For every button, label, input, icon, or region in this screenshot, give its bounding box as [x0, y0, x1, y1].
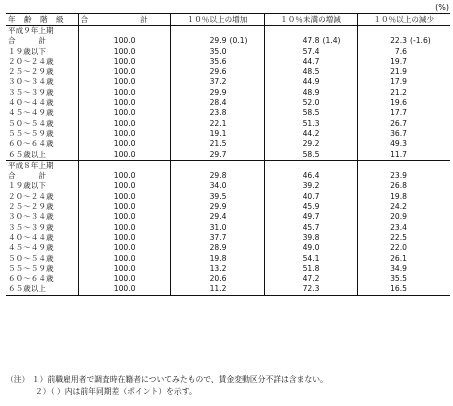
age-group: ２５～２９歳 [6, 202, 78, 212]
empty-cell [78, 26, 170, 37]
percent-value: 29.2 [302, 139, 320, 149]
stable-value [264, 98, 357, 108]
header-total [78, 14, 170, 26]
percent-value: 19.8 [209, 253, 227, 263]
percent-value: 52.0 [302, 98, 320, 108]
table-row [6, 171, 450, 181]
point-difference: (-1.6) [410, 36, 431, 46]
increase-value [170, 129, 264, 139]
percent-value: 11.7 [390, 149, 407, 159]
age-group: １９歳以下 [6, 47, 78, 57]
percent-value: 22.0 [390, 243, 407, 253]
decrease-value [357, 223, 450, 233]
increase-value [170, 181, 264, 191]
total-value: 100.0 [78, 181, 170, 191]
table-row [6, 223, 450, 233]
increase-value [170, 98, 264, 108]
decrease-value [357, 264, 450, 274]
percent-value: 19.8 [390, 191, 407, 201]
table-row [6, 139, 450, 149]
table-row [6, 274, 450, 284]
increase-value [170, 67, 264, 77]
age-group: ３５～３９歳 [6, 223, 78, 233]
percent-value: 20.6 [209, 274, 227, 284]
percent-value: 7.6 [394, 46, 407, 56]
percent-value: 29.9 [209, 36, 227, 46]
empty-cell [264, 160, 357, 171]
percent-value: 19.7 [390, 56, 407, 66]
percent-value: 21.9 [390, 67, 407, 77]
percent-value: 21.2 [390, 87, 407, 97]
table-row [6, 254, 450, 264]
decrease-value [357, 274, 450, 284]
percent-value: 44.7 [302, 56, 320, 66]
table-row [6, 77, 450, 87]
percent-value: 17.7 [390, 108, 407, 118]
footnote-2: ２）（ ）内は前年同期差（ポイント）を示す。 [35, 387, 197, 396]
percent-value: 29.7 [209, 149, 227, 159]
increase-value [170, 264, 264, 274]
increase-value [170, 171, 264, 181]
age-group: ６０～６４歳 [6, 139, 78, 149]
age-group: ４０～４４歳 [6, 98, 78, 108]
percent-value: 44.9 [302, 77, 320, 87]
percent-value: 26.8 [390, 181, 407, 191]
percent-value: 26.1 [390, 253, 407, 263]
total-value: 100.0 [78, 88, 170, 98]
age-group: ３５～３９歳 [6, 88, 78, 98]
total-value: 100.0 [78, 67, 170, 77]
percent-value: 51.8 [302, 263, 320, 273]
total-value: 100.0 [78, 212, 170, 222]
percent-value: 58.5 [302, 149, 320, 159]
percent-value: 45.9 [302, 202, 320, 212]
table-row [6, 36, 450, 46]
decrease-value [357, 47, 450, 57]
age-group: ２５～２９歳 [6, 67, 78, 77]
decrease-value [357, 139, 450, 149]
decrease-value [357, 243, 450, 253]
decrease-value [357, 88, 450, 98]
percent-value: 29.9 [209, 202, 227, 212]
percent-value: 28.4 [209, 98, 227, 108]
increase-value [170, 233, 264, 243]
increase-value [170, 139, 264, 149]
percent-value: 49.7 [302, 212, 320, 222]
increase-value [170, 36, 264, 46]
table-row [6, 119, 450, 129]
table-row [6, 129, 450, 139]
stable-value [264, 150, 357, 161]
increase-value [170, 108, 264, 118]
total-value: 100.0 [78, 192, 170, 202]
table-row [6, 57, 450, 67]
decrease-value [357, 202, 450, 212]
percent-value: 36.7 [390, 128, 407, 138]
percent-value: 39.2 [302, 181, 320, 191]
percent-value: 47.8 [302, 36, 320, 46]
decrease-value [357, 77, 450, 87]
decrease-value [357, 108, 450, 118]
increase-value [170, 150, 264, 161]
percent-value: 47.2 [302, 274, 320, 284]
percent-value: 35.0 [209, 46, 227, 56]
increase-value [170, 284, 264, 295]
stable-value [264, 139, 357, 149]
table-row [6, 98, 450, 108]
percent-value: 23.4 [390, 222, 407, 232]
percent-value: 39.5 [209, 191, 227, 201]
increase-value [170, 223, 264, 233]
increase-value [170, 212, 264, 222]
stable-value [264, 264, 357, 274]
footnote-1: （注） １）前職雇用者で調査時在籍者についてみたもので、賃金変動区分不詳は含まない。 [6, 375, 328, 384]
age-group: ４０～４４歳 [6, 233, 78, 243]
empty-cell [170, 160, 264, 171]
stable-value [264, 181, 357, 191]
stable-value [264, 233, 357, 243]
table-row [6, 88, 450, 98]
percent-value: 48.5 [302, 67, 320, 77]
decrease-value [357, 98, 450, 108]
age-group: 合 計 [6, 171, 78, 181]
stable-value [264, 202, 357, 212]
percent-value: 35.5 [390, 274, 407, 284]
header-increase: １０％以上の増加 [170, 14, 264, 26]
increase-value [170, 192, 264, 202]
total-value: 100.0 [78, 57, 170, 67]
period-row [6, 160, 450, 171]
increase-value [170, 119, 264, 129]
age-group: ６５歳以上 [6, 150, 78, 161]
percent-value: 22.1 [209, 118, 227, 128]
stable-value [264, 57, 357, 67]
age-group: ２０～２４歳 [6, 192, 78, 202]
stable-value [264, 108, 357, 118]
stable-value [264, 88, 357, 98]
decrease-value [357, 233, 450, 243]
empty-cell [357, 26, 450, 37]
percent-value: 16.5 [390, 284, 407, 294]
percent-value: 29.4 [209, 212, 227, 222]
percent-value: 46.4 [302, 171, 320, 181]
stable-value [264, 119, 357, 129]
decrease-value [357, 192, 450, 202]
percent-value: 51.3 [302, 118, 320, 128]
increase-value [170, 254, 264, 264]
age-group: ６０～６４歳 [6, 274, 78, 284]
total-value: 100.0 [78, 284, 170, 295]
percent-value: 20.9 [390, 212, 407, 222]
table-row [6, 202, 450, 212]
percent-value: 13.2 [209, 263, 227, 273]
table-row [6, 150, 450, 161]
table-row [6, 212, 450, 222]
increase-value [170, 274, 264, 284]
percent-value: 22.3 [390, 36, 407, 46]
stable-value [264, 254, 357, 264]
percent-value: 24.2 [390, 202, 407, 212]
total-value: 100.0 [78, 150, 170, 161]
empty-cell [264, 26, 357, 37]
total-value: 100.0 [78, 171, 170, 181]
percent-value: 31.0 [209, 222, 227, 232]
age-group: ２０～２４歳 [6, 57, 78, 67]
total-value: 100.0 [78, 36, 170, 46]
header-row [6, 14, 450, 26]
total-value: 100.0 [78, 274, 170, 284]
age-group: ５０～５４歳 [6, 254, 78, 264]
table-row [6, 264, 450, 274]
stable-value [264, 77, 357, 87]
table-row [6, 284, 450, 295]
stable-value [264, 212, 357, 222]
percent-value: 57.4 [302, 46, 320, 56]
percent-value: 44.2 [302, 128, 320, 138]
stable-value [264, 67, 357, 77]
table-row [6, 108, 450, 118]
percent-value: 11.2 [209, 284, 227, 294]
age-group: １９歳以下 [6, 181, 78, 191]
decrease-value [357, 254, 450, 264]
percent-value: 29.9 [209, 87, 227, 97]
age-group: ４５～４９歳 [6, 108, 78, 118]
percent-value: 17.9 [390, 77, 407, 87]
unit-label: (%) [435, 3, 449, 12]
period-label: 平成８年上期 [6, 160, 78, 171]
period-row [6, 26, 450, 37]
decrease-value [357, 67, 450, 77]
decrease-value [357, 57, 450, 67]
increase-value [170, 77, 264, 87]
empty-cell [357, 160, 450, 171]
total-value: 100.0 [78, 243, 170, 253]
percent-value: 34.0 [209, 181, 227, 191]
point-difference: (0.1) [229, 36, 248, 46]
age-group: ６５歳以上 [6, 284, 78, 295]
age-group: ３０～３４歳 [6, 212, 78, 222]
percent-value: 37.2 [209, 77, 227, 87]
header-total-a: 合 [80, 15, 89, 24]
increase-value [170, 88, 264, 98]
increase-value [170, 202, 264, 212]
percent-value: 29.6 [209, 67, 227, 77]
percent-value: 23.8 [209, 108, 227, 118]
table-row [6, 47, 450, 57]
table-row [6, 67, 450, 77]
percent-value: 26.7 [390, 118, 407, 128]
percent-value: 40.7 [302, 191, 320, 201]
footnotes [6, 374, 328, 398]
percent-value: 49.0 [302, 243, 320, 253]
percent-value: 58.5 [302, 108, 320, 118]
percent-value: 34.9 [390, 263, 407, 273]
header-age: 年 齢 階 級 [6, 14, 78, 26]
point-difference: (1.4) [322, 36, 341, 46]
table-body [6, 26, 450, 296]
stable-value [264, 223, 357, 233]
percent-value: 49.3 [390, 139, 407, 149]
total-value: 100.0 [78, 119, 170, 129]
total-value: 100.0 [78, 254, 170, 264]
table-row [6, 233, 450, 243]
table-row [6, 181, 450, 191]
decrease-value [357, 171, 450, 181]
total-value: 100.0 [78, 233, 170, 243]
stable-value [264, 284, 357, 295]
header-decrease: １０％以上の減少 [357, 14, 450, 26]
table-row [6, 243, 450, 253]
percent-value: 54.1 [302, 253, 320, 263]
total-value: 100.0 [78, 139, 170, 149]
age-group: ３０～３４歳 [6, 77, 78, 87]
age-group: ５５～５９歳 [6, 264, 78, 274]
decrease-value [357, 284, 450, 295]
percent-value: 39.8 [302, 232, 320, 242]
period-label: 平成９年上期 [6, 26, 78, 37]
table-row [6, 192, 450, 202]
total-value: 100.0 [78, 98, 170, 108]
percent-value: 35.6 [209, 56, 227, 66]
increase-value [170, 47, 264, 57]
increase-value [170, 243, 264, 253]
total-value: 100.0 [78, 47, 170, 57]
percent-value: 23.9 [390, 171, 407, 181]
empty-cell [170, 26, 264, 37]
empty-cell [78, 160, 170, 171]
header-stable: １０％未満の増減 [264, 14, 357, 26]
total-value: 100.0 [78, 77, 170, 87]
decrease-value [357, 119, 450, 129]
increase-value [170, 57, 264, 67]
percent-value: 28.9 [209, 243, 227, 253]
header-total-b: 計 [140, 15, 148, 24]
percent-value: 45.7 [302, 222, 320, 232]
age-group: ４５～４９歳 [6, 243, 78, 253]
age-group: ５５～５９歳 [6, 129, 78, 139]
percent-value: 22.5 [390, 232, 407, 242]
total-value: 100.0 [78, 108, 170, 118]
total-value: 100.0 [78, 223, 170, 233]
age-group: 合 計 [6, 36, 78, 46]
wage-change-table [6, 13, 450, 296]
decrease-value [357, 36, 450, 46]
stable-value [264, 171, 357, 181]
percent-value: 72.3 [302, 284, 320, 294]
percent-value: 29.8 [209, 171, 227, 181]
stable-value [264, 129, 357, 139]
percent-value: 48.9 [302, 87, 320, 97]
percent-value: 21.5 [209, 139, 227, 149]
decrease-value [357, 129, 450, 139]
decrease-value [357, 212, 450, 222]
stable-value [264, 274, 357, 284]
stable-value [264, 36, 357, 46]
percent-value: 19.6 [390, 98, 407, 108]
stable-value [264, 243, 357, 253]
total-value: 100.0 [78, 129, 170, 139]
total-value: 100.0 [78, 264, 170, 274]
percent-value: 37.7 [209, 232, 227, 242]
stable-value [264, 47, 357, 57]
stable-value [264, 192, 357, 202]
decrease-value [357, 150, 450, 161]
age-group: ５０～５４歳 [6, 119, 78, 129]
total-value: 100.0 [78, 202, 170, 212]
percent-value: 19.1 [209, 128, 227, 138]
decrease-value [357, 181, 450, 191]
